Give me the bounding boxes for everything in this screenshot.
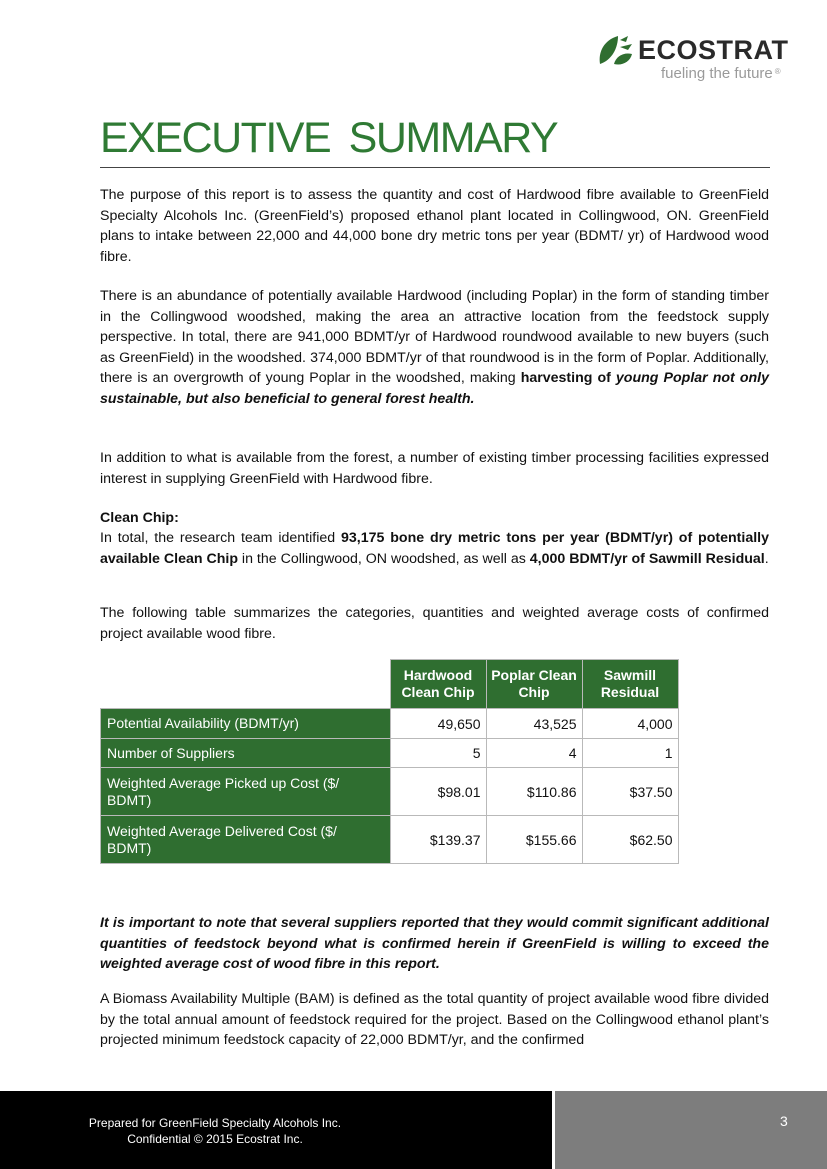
column-header: Poplar Clean Chip (486, 660, 582, 709)
bam-paragraph: A Biomass Availability Multiple (BAM) is defined as the total quantity of project available wood fibre divided by the total annual amount of feedstock required for the project. Based on the Collingwood ethanol plant’s projected minimum feedstock capacity of 22,000 BDMT/yr, and the confirmed (100, 991, 769, 1049)
clean-chip-text-a: In total, the research team identified (100, 530, 341, 546)
footer-confidential: Confidential © 2015 Ecostrat Inc. (127, 1132, 303, 1146)
table-cell: $37.50 (582, 768, 678, 816)
abundance-paragraph (100, 286, 769, 410)
table-cell: $62.50 (582, 816, 678, 864)
table-cell: $139.37 (390, 816, 486, 864)
page-title: EXECUTIVE SUMMARY (100, 114, 558, 162)
facilities-paragraph: In addition to what is available from the forest, a number of existing timber processing facilities expressed interest in supplying GreenField with Hardwood fibre. (100, 450, 769, 487)
table-cell: 4,000 (582, 709, 678, 739)
column-header: Hardwood Clean Chip (390, 660, 486, 709)
clean-chip-paragraph (100, 528, 769, 569)
page-number: 3 (780, 1113, 788, 1129)
clean-chip-text-e: . (764, 550, 769, 567)
supplier-note-paragraph: It is important to note that several suppliers reported that they would commit significant additional quantities of feedstock beyond what is confirmed herein if GreenField is willing to exceed the weighted average cost of wood fibre in this report. (100, 915, 769, 973)
table-cell: 5 (390, 739, 486, 768)
table-intro-paragraph: The following table summarizes the categories, quantities and weighted average costs of confirmed project available wood fibre. (100, 605, 769, 642)
table-corner-cell (101, 660, 391, 709)
table-cell: 49,650 (390, 709, 486, 739)
table-cell: 1 (582, 739, 678, 768)
row-label: Weighted Average Picked up Cost ($/ BDMT) (101, 768, 391, 816)
registered-mark: ® (774, 67, 781, 76)
table-row (101, 816, 679, 864)
footer-right-band (555, 1091, 827, 1169)
logo-tagline (661, 65, 781, 83)
row-label: Weighted Average Delivered Cost ($/ BDMT) (101, 816, 391, 864)
abundance-emphasis-italic: young Poplar not only sustainable, but also beneficial to general forest health. (100, 370, 769, 407)
table-cell: $155.66 (486, 816, 582, 864)
intro-paragraph: The purpose of this report is to assess the quantity and cost of Hardwood fibre available to GreenField Specialty Alcohols Inc. (GreenField’s) proposed ethanol plant located in Collingwood, ON. GreenField plans to intake between 22,000 and 44,000 bone dry metric tons per year (BDMT/ yr) of Hardwood wood fibre. (100, 187, 769, 265)
clean-chip-quantity: 93,175 bone dry metric tons per year (BDMT/yr) of potentially available Clean Chip (100, 530, 769, 567)
clean-chip-text-c: in the Collingwood, ON woodshed, as well as (237, 550, 530, 567)
table-row (101, 709, 679, 739)
footer-prepared-for: Prepared for GreenField Specialty Alcohols Inc. (88, 1116, 342, 1130)
clean-chip-heading: Clean Chip: (100, 510, 179, 526)
leaf-logo-icon (598, 34, 634, 66)
row-label: Number of Suppliers (101, 739, 391, 768)
table-row (101, 768, 679, 816)
abundance-emphasis: harvesting of (520, 370, 616, 387)
table-cell: 43,525 (486, 709, 582, 739)
logo-wordmark: ECOSTRAT (638, 35, 789, 65)
table-row (101, 739, 679, 768)
row-label: Potential Availability (BDMT/yr) (101, 709, 391, 739)
sawmill-residual-quantity: 4,000 BDMT/yr of Sawmill Residual (529, 550, 765, 567)
table-cell: $110.86 (486, 768, 582, 816)
table-cell: $98.01 (390, 768, 486, 816)
ecostrat-logo (598, 32, 798, 87)
title-divider (100, 167, 770, 168)
table-header-row (101, 660, 679, 709)
wood-fibre-summary-table (100, 659, 679, 864)
abundance-text: There is an abundance of potentially available Hardwood (including Poplar) in the form of standing timber in the Collingwood woodshed, making the area an attractive location from the feedstock supply perspective. In total, there are 941,000 BDMT/yr of Hardwood roundwood available to new buyers (such as GreenField) in the woodshed. 374,000 BDMT/yr of that roundwood is in the form of Poplar. Additionally, there is an overgrowth of young Poplar in the woodshed, making (100, 288, 769, 387)
tagline-text: fueling the future (661, 65, 773, 82)
column-header: Sawmill Residual (582, 660, 678, 709)
table-cell: 4 (486, 739, 582, 768)
footer-text (0, 1115, 430, 1147)
